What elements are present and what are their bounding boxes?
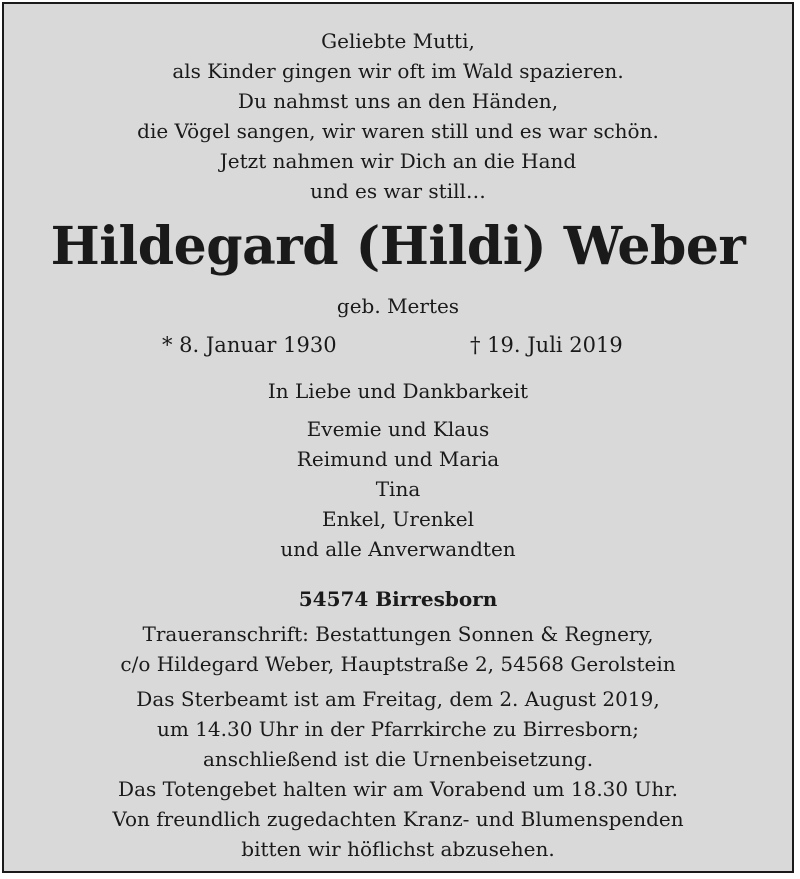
poem-line: Du nahmst uns an den Händen, — [237, 89, 559, 113]
mourner-entry: und alle Anverwandten — [280, 537, 516, 561]
mourning-address — [4, 619, 792, 679]
service-line: bitten wir höflichst abzusehen. — [241, 837, 555, 861]
mourner-entry: Enkel, Urenkel — [321, 507, 475, 531]
poem-line: und es war still… — [310, 179, 486, 203]
service-details — [4, 684, 792, 864]
birth-date: * 8. Januar 1930 — [162, 333, 337, 357]
poem-line: als Kinder gingen wir oft im Wald spazieren. — [172, 59, 624, 83]
poem-line: Jetzt nahmen wir Dich an die Hand — [219, 149, 577, 173]
service-line: Das Totengebet halten wir am Vorabend um 18.30 Uhr. — [118, 777, 678, 801]
address-line: c/o Hildegard Weber, Hauptstraße 2, 54568 Gerolstein — [120, 652, 676, 676]
service-line: um 14.30 Uhr in der Pfarrkirche zu Birresborn; — [156, 717, 640, 741]
service-line: anschließend ist die Urnenbeisetzung. — [202, 747, 594, 771]
born-name: geb. Mertes — [336, 294, 460, 318]
dedication-line: In Liebe und Dankbarkeit — [267, 379, 529, 403]
address-line: Traueranschrift: Bestattungen Sonnen & Regnery, — [142, 622, 654, 646]
service-line: Das Sterbeamt ist am Freitag, dem 2. August 2019, — [136, 687, 660, 711]
mourner-entry: Tina — [375, 477, 421, 501]
poem-line: Geliebte Mutti, — [321, 29, 475, 53]
memorial-poem — [4, 26, 792, 206]
obituary-notice — [2, 2, 794, 873]
poem-line: die Vögel sangen, wir waren still und es war schön. — [137, 119, 659, 143]
death-date: † 19. Juli 2019 — [470, 333, 623, 357]
mourner-entry: Evemie und Klaus — [306, 417, 490, 441]
deceased-name: Hildegard (Hildi) Weber — [50, 216, 746, 277]
mourner-entry: Reimund und Maria — [296, 447, 500, 471]
mourners-list — [4, 414, 792, 564]
place-heading: 54574 Birresborn — [298, 587, 498, 611]
service-line: Von freundlich zugedachten Kranz- und Blumenspenden — [112, 807, 684, 831]
